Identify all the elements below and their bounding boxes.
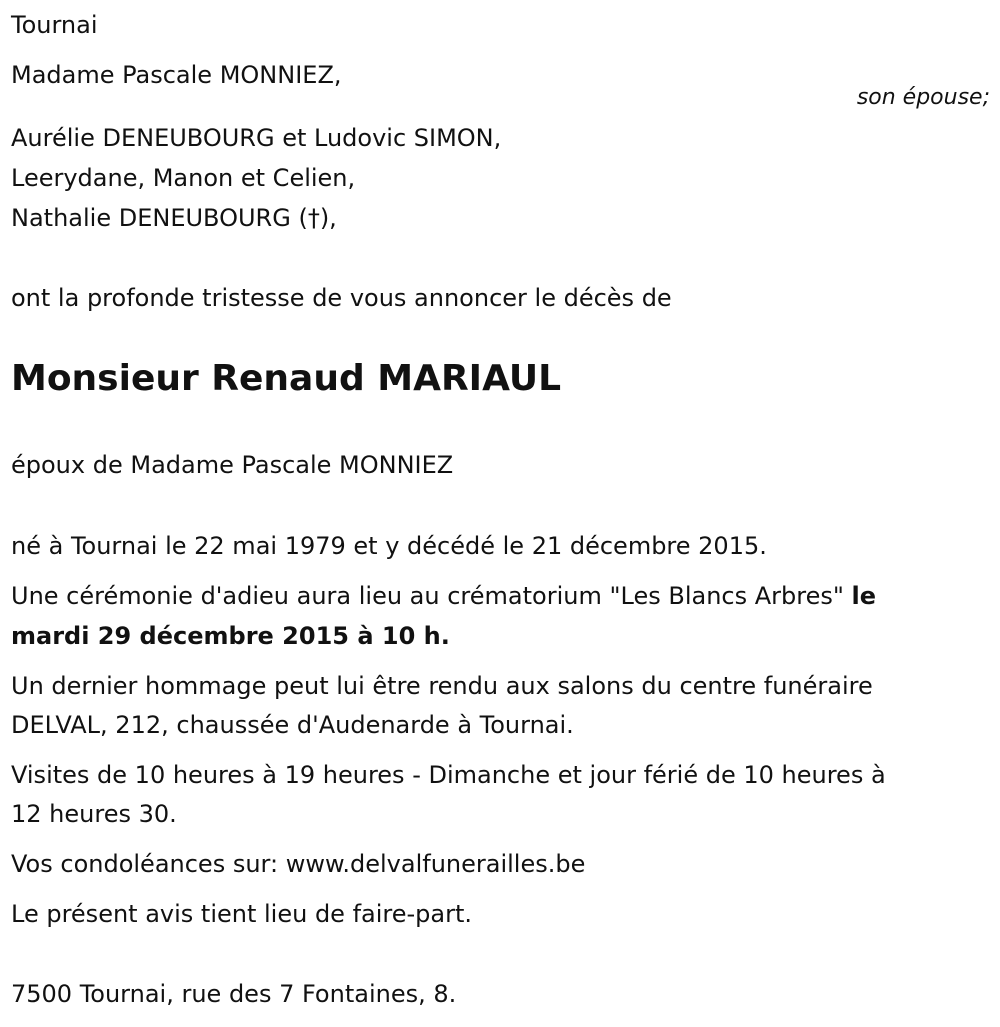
spouse-role: son épouse; bbox=[856, 85, 990, 110]
homage-line-1: Un dernier hommage peut lui être rendu aux salons du centre funéraire bbox=[11, 672, 873, 700]
ceremony-date: mardi 29 décembre 2015 à 10 h. bbox=[11, 622, 450, 650]
visits-line-1: Visites de 10 heures à 19 heures - Dimanche et jour férié de 10 heures à bbox=[11, 761, 886, 789]
location: Tournai bbox=[11, 11, 98, 39]
spouse-name: Madame Pascale MONNIEZ, bbox=[11, 61, 342, 89]
ceremony-text: Une cérémonie d'adieu aura lieu au crématorium "Les Blancs Arbres" bbox=[11, 582, 852, 610]
notice: Le présent avis tient lieu de faire-part. bbox=[11, 900, 473, 928]
address: 7500 Tournai, rue des 7 Fontaines, 8. bbox=[11, 980, 457, 1008]
condolences: Vos condoléances sur: www.delvalfunerailles.be bbox=[11, 850, 586, 878]
deceased-name: Monsieur Renaud MARIAUL bbox=[11, 358, 562, 399]
announcement-text: ont la profonde tristesse de vous annoncer le décès de bbox=[11, 284, 672, 312]
ceremony-line-1 bbox=[11, 576, 876, 616]
family-line-1: Aurélie DENEUBOURG et Ludovic SIMON, bbox=[11, 124, 502, 152]
family-line-3: Nathalie DENEUBOURG (†), bbox=[11, 204, 337, 232]
ceremony-date-start: le bbox=[851, 582, 877, 610]
spouse-of: époux de Madame Pascale MONNIEZ bbox=[11, 451, 454, 479]
homage-line-2: DELVAL, 212, chaussée d'Audenarde à Tournai. bbox=[11, 711, 574, 739]
family-line-2: Leerydane, Manon et Celien, bbox=[11, 164, 356, 192]
visits-line-2: 12 heures 30. bbox=[11, 800, 177, 828]
birth-death: né à Tournai le 22 mai 1979 et y décédé le 21 décembre 2015. bbox=[11, 532, 767, 560]
